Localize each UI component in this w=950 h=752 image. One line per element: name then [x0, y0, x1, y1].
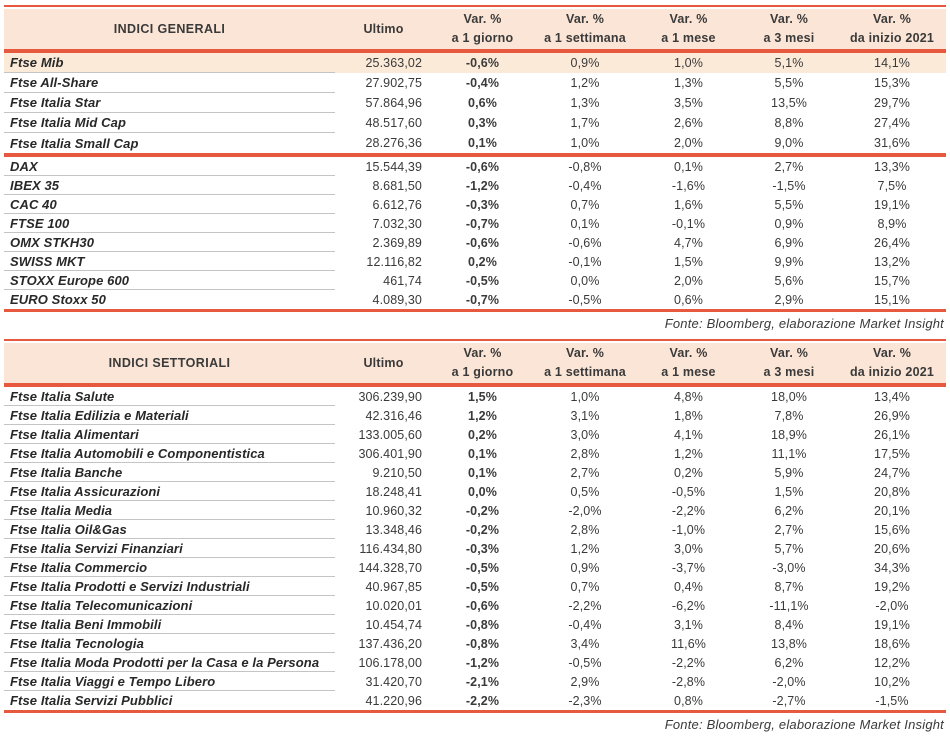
var-value-4: 31,6%	[874, 136, 910, 150]
ultimo-value: 144.328,70	[358, 560, 422, 575]
var-value-4: 13,2%	[874, 254, 910, 269]
column-header-line1: Var. %	[769, 12, 809, 27]
column-header-ultimo: Ultimo	[363, 22, 404, 36]
var-value-1: 3,1%	[570, 408, 600, 423]
var-value-0: 0,3%	[468, 116, 497, 130]
var-value-3: 2,9%	[774, 292, 804, 307]
column-header-line1: Var. %	[463, 12, 502, 27]
table-row	[4, 176, 946, 195]
var-value-4: 34,3%	[874, 560, 910, 575]
var-value-0: -1,2%	[465, 178, 500, 193]
source-note-sector: Fonte: Bloomberg, elaborazione Market Insight	[664, 717, 944, 732]
index-name: Ftse Italia Salute	[4, 387, 335, 406]
var-value-4: 26,4%	[874, 235, 910, 250]
var-value-4: 26,1%	[874, 427, 910, 442]
var-value-4: 20,8%	[874, 484, 910, 499]
var-value-3: 9,0%	[774, 136, 804, 150]
var-value-1: 1,0%	[570, 389, 600, 404]
var-value-0: 0,1%	[468, 465, 497, 480]
table-row	[4, 93, 946, 113]
column-header-var-4	[838, 344, 946, 382]
table-row	[4, 615, 946, 634]
var-value-3: 1,5%	[774, 484, 804, 499]
table-row	[4, 214, 946, 233]
var-value-3: 18,0%	[771, 389, 807, 404]
var-value-1: 0,7%	[570, 579, 600, 594]
index-name: Ftse Italia Small Cap	[10, 135, 139, 151]
column-header-line2: da inizio 2021	[849, 365, 935, 379]
var-value-3: 6,2%	[774, 503, 804, 518]
var-value-2: 1,2%	[674, 446, 703, 461]
ultimo-value: 10.454,74	[365, 617, 422, 632]
var-value-1: -0,1%	[568, 254, 602, 269]
var-value-2: 1,0%	[674, 56, 703, 70]
var-value-0: -0,3%	[465, 541, 500, 556]
var-value-3: -1,5%	[772, 178, 806, 193]
var-value-1: -0,6%	[568, 235, 602, 250]
var-value-2: 4,8%	[674, 389, 703, 404]
row-group	[4, 157, 946, 309]
var-value-3: 5,5%	[774, 76, 804, 90]
var-value-2: 1,5%	[674, 254, 703, 269]
var-value-3: 2,7%	[774, 522, 804, 537]
column-header-line1: Var. %	[565, 12, 605, 27]
var-value-4: -2,0%	[875, 598, 909, 613]
column-header-line2: a 3 mesi	[763, 31, 815, 45]
var-value-0: 0,6%	[468, 96, 497, 110]
index-name: Ftse Italia Banche	[4, 463, 335, 482]
ultimo-value: 306.239,90	[358, 389, 422, 404]
var-value-4: -1,5%	[875, 693, 909, 708]
index-name: Ftse Italia Prodotti e Servizi Industriali	[4, 577, 335, 596]
var-value-2: 1,3%	[674, 76, 703, 90]
ultimo-value: 461,74	[383, 273, 422, 288]
var-value-1: 1,2%	[570, 541, 600, 556]
ultimo-value: 28.276,36	[365, 136, 422, 150]
var-value-1: 0,0%	[570, 273, 600, 288]
index-name: CAC 40	[4, 195, 335, 214]
var-value-2: 0,4%	[674, 579, 703, 594]
var-value-4: 10,2%	[874, 674, 910, 689]
var-value-0: -0,8%	[465, 636, 500, 651]
column-header-var-1	[533, 344, 637, 382]
var-value-4: 29,7%	[874, 96, 910, 110]
index-name: Ftse Italia Edilizia e Materiali	[4, 406, 335, 425]
var-value-4: 17,5%	[874, 446, 910, 461]
var-value-1: -0,5%	[568, 292, 602, 307]
table-body	[4, 387, 946, 710]
var-value-1: 1,7%	[570, 116, 600, 130]
ultimo-value: 306.401,90	[358, 446, 422, 461]
table-body	[4, 53, 946, 309]
var-value-3: 13,8%	[771, 636, 807, 651]
column-header-var-2	[637, 344, 740, 382]
var-value-1: 0,9%	[570, 560, 600, 575]
ultimo-value: 106.178,00	[358, 655, 422, 670]
column-header-line2: a 1 giorno	[451, 365, 514, 379]
var-value-0: -0,8%	[465, 617, 500, 632]
table-row	[4, 53, 946, 73]
var-value-0: -1,2%	[465, 655, 500, 670]
table-row	[4, 425, 946, 444]
column-header-line1: Var. %	[669, 12, 708, 27]
var-value-0: 1,5%	[468, 389, 497, 404]
var-value-4: 26,9%	[874, 408, 910, 423]
var-value-3: 9,9%	[774, 254, 804, 269]
column-header-var-2	[637, 10, 740, 48]
var-value-4: 15,3%	[874, 76, 910, 90]
index-name: Ftse Italia Viaggi e Tempo Libero	[4, 672, 335, 691]
var-value-4: 12,2%	[874, 655, 910, 670]
var-value-0: -0,6%	[465, 56, 500, 70]
table-row	[4, 290, 946, 309]
var-value-1: -2,0%	[568, 503, 602, 518]
index-name: Ftse Italia Beni Immobili	[4, 615, 335, 634]
var-value-2: 0,2%	[674, 465, 703, 480]
var-value-4: 14,1%	[874, 56, 910, 70]
column-header-var-3	[740, 344, 838, 382]
var-value-3: 11,1%	[771, 446, 807, 461]
var-value-0: -0,7%	[465, 216, 500, 231]
column-header-line1: Var. %	[669, 346, 708, 361]
ultimo-value: 6.612,76	[372, 197, 422, 212]
column-header-line2: a 3 mesi	[763, 365, 815, 379]
table-row	[4, 444, 946, 463]
var-value-2: 3,0%	[674, 541, 703, 556]
table-row	[4, 463, 946, 482]
var-value-2: -0,1%	[671, 216, 706, 231]
column-header-line1: Var. %	[565, 346, 605, 361]
var-value-2: 11,6%	[670, 636, 706, 651]
var-value-3: 6,9%	[774, 235, 804, 250]
row-group	[4, 387, 946, 710]
var-value-4: 19,1%	[874, 617, 910, 632]
var-value-1: 3,0%	[570, 427, 600, 442]
var-value-0: 0,2%	[468, 427, 497, 442]
var-value-0: -0,6%	[465, 235, 500, 250]
var-value-1: -0,5%	[568, 655, 602, 670]
table-row	[4, 252, 946, 271]
var-value-0: -0,3%	[465, 197, 500, 212]
table-row	[4, 596, 946, 615]
var-value-0: -0,2%	[465, 503, 500, 518]
ultimo-value: 48.517,60	[365, 116, 422, 130]
ultimo-value: 116.434,80	[359, 541, 422, 556]
var-value-4: 7,5%	[877, 178, 907, 193]
var-value-1: 0,7%	[570, 197, 600, 212]
var-value-0: 0,1%	[468, 136, 497, 150]
var-value-2: 4,1%	[674, 427, 703, 442]
var-value-0: 0,0%	[468, 484, 497, 499]
ultimo-value: 42.316,46	[365, 408, 422, 423]
var-value-1: 3,4%	[570, 636, 600, 651]
var-value-0: 0,1%	[468, 446, 497, 461]
ultimo-value: 41.220,96	[365, 693, 422, 708]
table-row	[4, 558, 946, 577]
column-header-line1: Var. %	[872, 346, 912, 361]
index-name: Ftse Italia Telecomunicazioni	[4, 596, 335, 615]
var-value-0: -0,5%	[465, 560, 500, 575]
ultimo-value: 27.902,75	[365, 76, 422, 90]
var-value-1: 0,1%	[570, 216, 600, 231]
ultimo-value: 2.369,89	[372, 235, 422, 250]
var-value-2: 1,6%	[674, 197, 703, 212]
index-name: Ftse Italia Media	[4, 501, 335, 520]
var-value-4: 8,9%	[877, 216, 907, 231]
var-value-0: -0,6%	[465, 159, 500, 174]
column-header-var-1	[533, 10, 637, 48]
table-row	[4, 73, 946, 93]
var-value-1: 1,2%	[570, 76, 600, 90]
var-value-1: 2,8%	[570, 522, 600, 537]
ultimo-value: 40.967,85	[365, 579, 422, 594]
table-row	[4, 691, 946, 710]
var-value-2: -1,6%	[671, 178, 706, 193]
var-value-0: -0,4%	[465, 76, 500, 90]
var-value-0: -0,5%	[465, 579, 500, 594]
column-header-var-4	[838, 10, 946, 48]
table-row	[4, 653, 946, 672]
index-name: Ftse Italia Star	[4, 93, 335, 113]
var-value-2: 3,1%	[674, 617, 703, 632]
var-value-3: 5,1%	[774, 56, 804, 70]
var-value-0: -2,2%	[465, 693, 500, 708]
var-value-0: -0,2%	[465, 522, 500, 537]
column-header-line1: Var. %	[872, 12, 912, 27]
var-value-2: -0,5%	[671, 484, 706, 499]
index-name: Ftse Mib	[4, 53, 335, 73]
var-value-2: 2,0%	[674, 136, 703, 150]
table-row	[4, 271, 946, 290]
var-value-2: -6,2%	[671, 598, 706, 613]
var-value-1: -2,3%	[568, 693, 602, 708]
var-value-3: 13,5%	[771, 96, 807, 110]
var-value-4: 13,4%	[874, 389, 910, 404]
index-name: SWISS MKT	[4, 252, 335, 271]
var-value-2: 0,8%	[674, 693, 703, 708]
var-value-2: 2,0%	[674, 273, 703, 288]
var-value-2: 2,6%	[674, 116, 703, 130]
index-name: Ftse Italia Assicurazioni	[4, 482, 335, 501]
var-value-0: -0,6%	[465, 598, 500, 613]
var-value-4: 15,1%	[874, 292, 910, 307]
var-value-2: -1,0%	[671, 522, 706, 537]
ultimo-value: 12.116,82	[366, 254, 422, 269]
column-header-line2: a 1 giorno	[451, 31, 514, 45]
table-row	[4, 634, 946, 653]
var-value-3: 5,5%	[774, 197, 804, 212]
var-value-3: 0,9%	[774, 216, 804, 231]
var-value-2: 3,5%	[674, 96, 703, 110]
var-value-4: 20,1%	[874, 503, 910, 518]
var-value-0: -0,5%	[465, 273, 500, 288]
table-header	[4, 343, 946, 383]
var-value-3: 2,7%	[774, 159, 804, 174]
source-note-general: Fonte: Bloomberg, elaborazione Market Insight	[664, 316, 944, 331]
var-value-0: 0,2%	[468, 254, 497, 269]
var-value-4: 20,6%	[874, 541, 910, 556]
var-value-2: 4,7%	[674, 235, 703, 250]
column-header-line1: Var. %	[463, 346, 502, 361]
ultimo-value: 7.032,30	[372, 216, 422, 231]
var-value-2: -3,7%	[671, 560, 706, 575]
var-value-4: 27,4%	[874, 116, 910, 130]
var-value-3: 8,4%	[774, 617, 804, 632]
ultimo-value: 9.210,50	[372, 465, 422, 480]
table-row	[4, 406, 946, 425]
ultimo-value: 8.681,50	[372, 178, 422, 193]
table-row	[4, 501, 946, 520]
index-name: Ftse All-Share	[4, 73, 335, 93]
index-name: Ftse Italia Servizi Pubblici	[10, 693, 173, 708]
table-title: INDICI GENERALI	[113, 22, 226, 36]
column-header-line2: a 1 settimana	[544, 365, 626, 379]
var-value-3: 5,7%	[774, 541, 804, 556]
index-name: Ftse Italia Automobili e Componentistica	[4, 444, 335, 463]
index-name: Ftse Italia Servizi Finanziari	[4, 539, 335, 558]
index-name: Ftse Italia Oil&Gas	[4, 520, 335, 539]
column-header-line1: Var. %	[769, 346, 809, 361]
column-header-ultimo: Ultimo	[363, 356, 404, 370]
table-row	[4, 520, 946, 539]
index-name: Ftse Italia Commercio	[4, 558, 335, 577]
table-header	[4, 9, 946, 49]
indici-generali-table	[4, 5, 946, 312]
var-value-2: 0,1%	[674, 159, 703, 174]
index-name: OMX STKH30	[4, 233, 335, 252]
var-value-0: 1,2%	[468, 408, 497, 423]
var-value-0: -0,7%	[465, 292, 500, 307]
column-header-var-3	[740, 10, 838, 48]
column-header-line2: a 1 settimana	[544, 31, 626, 45]
var-value-1: 0,5%	[570, 484, 600, 499]
var-value-3: 7,8%	[774, 408, 804, 423]
var-value-1: -2,2%	[568, 598, 602, 613]
table-row	[4, 482, 946, 501]
ultimo-value: 31.420,70	[365, 674, 422, 689]
index-name: Ftse Italia Tecnologia	[4, 634, 335, 653]
var-value-1: 2,8%	[570, 446, 600, 461]
table-row	[4, 539, 946, 558]
index-name: Ftse Italia Moda Prodotti per la Casa e la Persona	[4, 653, 335, 672]
table-row	[4, 672, 946, 691]
var-value-4: 15,6%	[874, 522, 910, 537]
var-value-4: 19,1%	[874, 197, 910, 212]
ultimo-value: 13.348,46	[365, 522, 422, 537]
column-header-line2: a 1 mese	[661, 365, 716, 379]
var-value-1: 1,3%	[570, 96, 600, 110]
column-header-line2: da inizio 2021	[849, 31, 935, 45]
var-value-3: 5,9%	[774, 465, 804, 480]
var-value-3: -2,0%	[772, 674, 806, 689]
var-value-3: 18,9%	[771, 427, 807, 442]
table-row	[4, 233, 946, 252]
var-value-3: 8,8%	[774, 116, 804, 130]
var-value-1: -0,8%	[568, 159, 602, 174]
var-value-2: 1,8%	[674, 408, 703, 423]
table-title: INDICI SETTORIALI	[108, 356, 231, 370]
index-name: IBEX 35	[4, 176, 335, 195]
index-name: STOXX Europe 600	[4, 271, 335, 290]
ultimo-value: 4.089,30	[372, 292, 422, 307]
var-value-1: 2,7%	[570, 465, 600, 480]
table-row	[4, 113, 946, 133]
var-value-2: -2,2%	[671, 655, 706, 670]
var-value-2: -2,2%	[671, 503, 706, 518]
table-row	[4, 133, 946, 153]
var-value-1: 2,9%	[570, 674, 600, 689]
index-name: DAX	[4, 157, 335, 176]
var-value-3: -2,7%	[772, 693, 806, 708]
var-value-1: -0,4%	[568, 617, 602, 632]
column-header-var-0	[432, 10, 533, 48]
index-name: FTSE 100	[4, 214, 335, 233]
index-name: Ftse Italia Alimentari	[4, 425, 335, 444]
var-value-2: -2,8%	[671, 674, 706, 689]
var-value-4: 18,6%	[874, 636, 910, 651]
var-value-3: -3,0%	[772, 560, 806, 575]
table-row	[4, 195, 946, 214]
ultimo-value: 10.020,01	[365, 598, 422, 613]
var-value-2: 0,6%	[674, 292, 703, 307]
ultimo-value: 57.864,96	[365, 96, 422, 110]
ultimo-value: 25.363,02	[365, 56, 422, 70]
indici-settoriali-table	[4, 339, 946, 713]
ultimo-value: 137.436,20	[358, 636, 422, 651]
var-value-4: 15,7%	[874, 273, 910, 288]
var-value-3: 6,2%	[774, 655, 804, 670]
index-name: Ftse Italia Mid Cap	[4, 113, 335, 133]
column-header-var-0	[432, 344, 533, 382]
column-header-line2: a 1 mese	[661, 31, 716, 45]
ultimo-value: 10.960,32	[365, 503, 422, 518]
var-value-3: 5,6%	[774, 273, 804, 288]
var-value-1: 0,9%	[570, 56, 600, 70]
var-value-3: -11,1%	[769, 598, 809, 613]
table-row	[4, 387, 946, 406]
var-value-1: 1,0%	[570, 136, 600, 150]
var-value-1: -0,4%	[568, 178, 602, 193]
var-value-4: 13,3%	[874, 159, 910, 174]
var-value-4: 24,7%	[874, 465, 910, 480]
var-value-3: 8,7%	[774, 579, 804, 594]
ultimo-value: 15.544,39	[365, 159, 422, 174]
var-value-4: 19,2%	[874, 579, 910, 594]
table-row	[4, 577, 946, 596]
table-row	[4, 157, 946, 176]
row-group	[4, 53, 946, 153]
var-value-0: -2,1%	[465, 674, 500, 689]
ultimo-value: 18.248,41	[365, 484, 422, 499]
ultimo-value: 133.005,60	[358, 427, 422, 442]
index-name: EURO Stoxx 50	[10, 292, 106, 307]
